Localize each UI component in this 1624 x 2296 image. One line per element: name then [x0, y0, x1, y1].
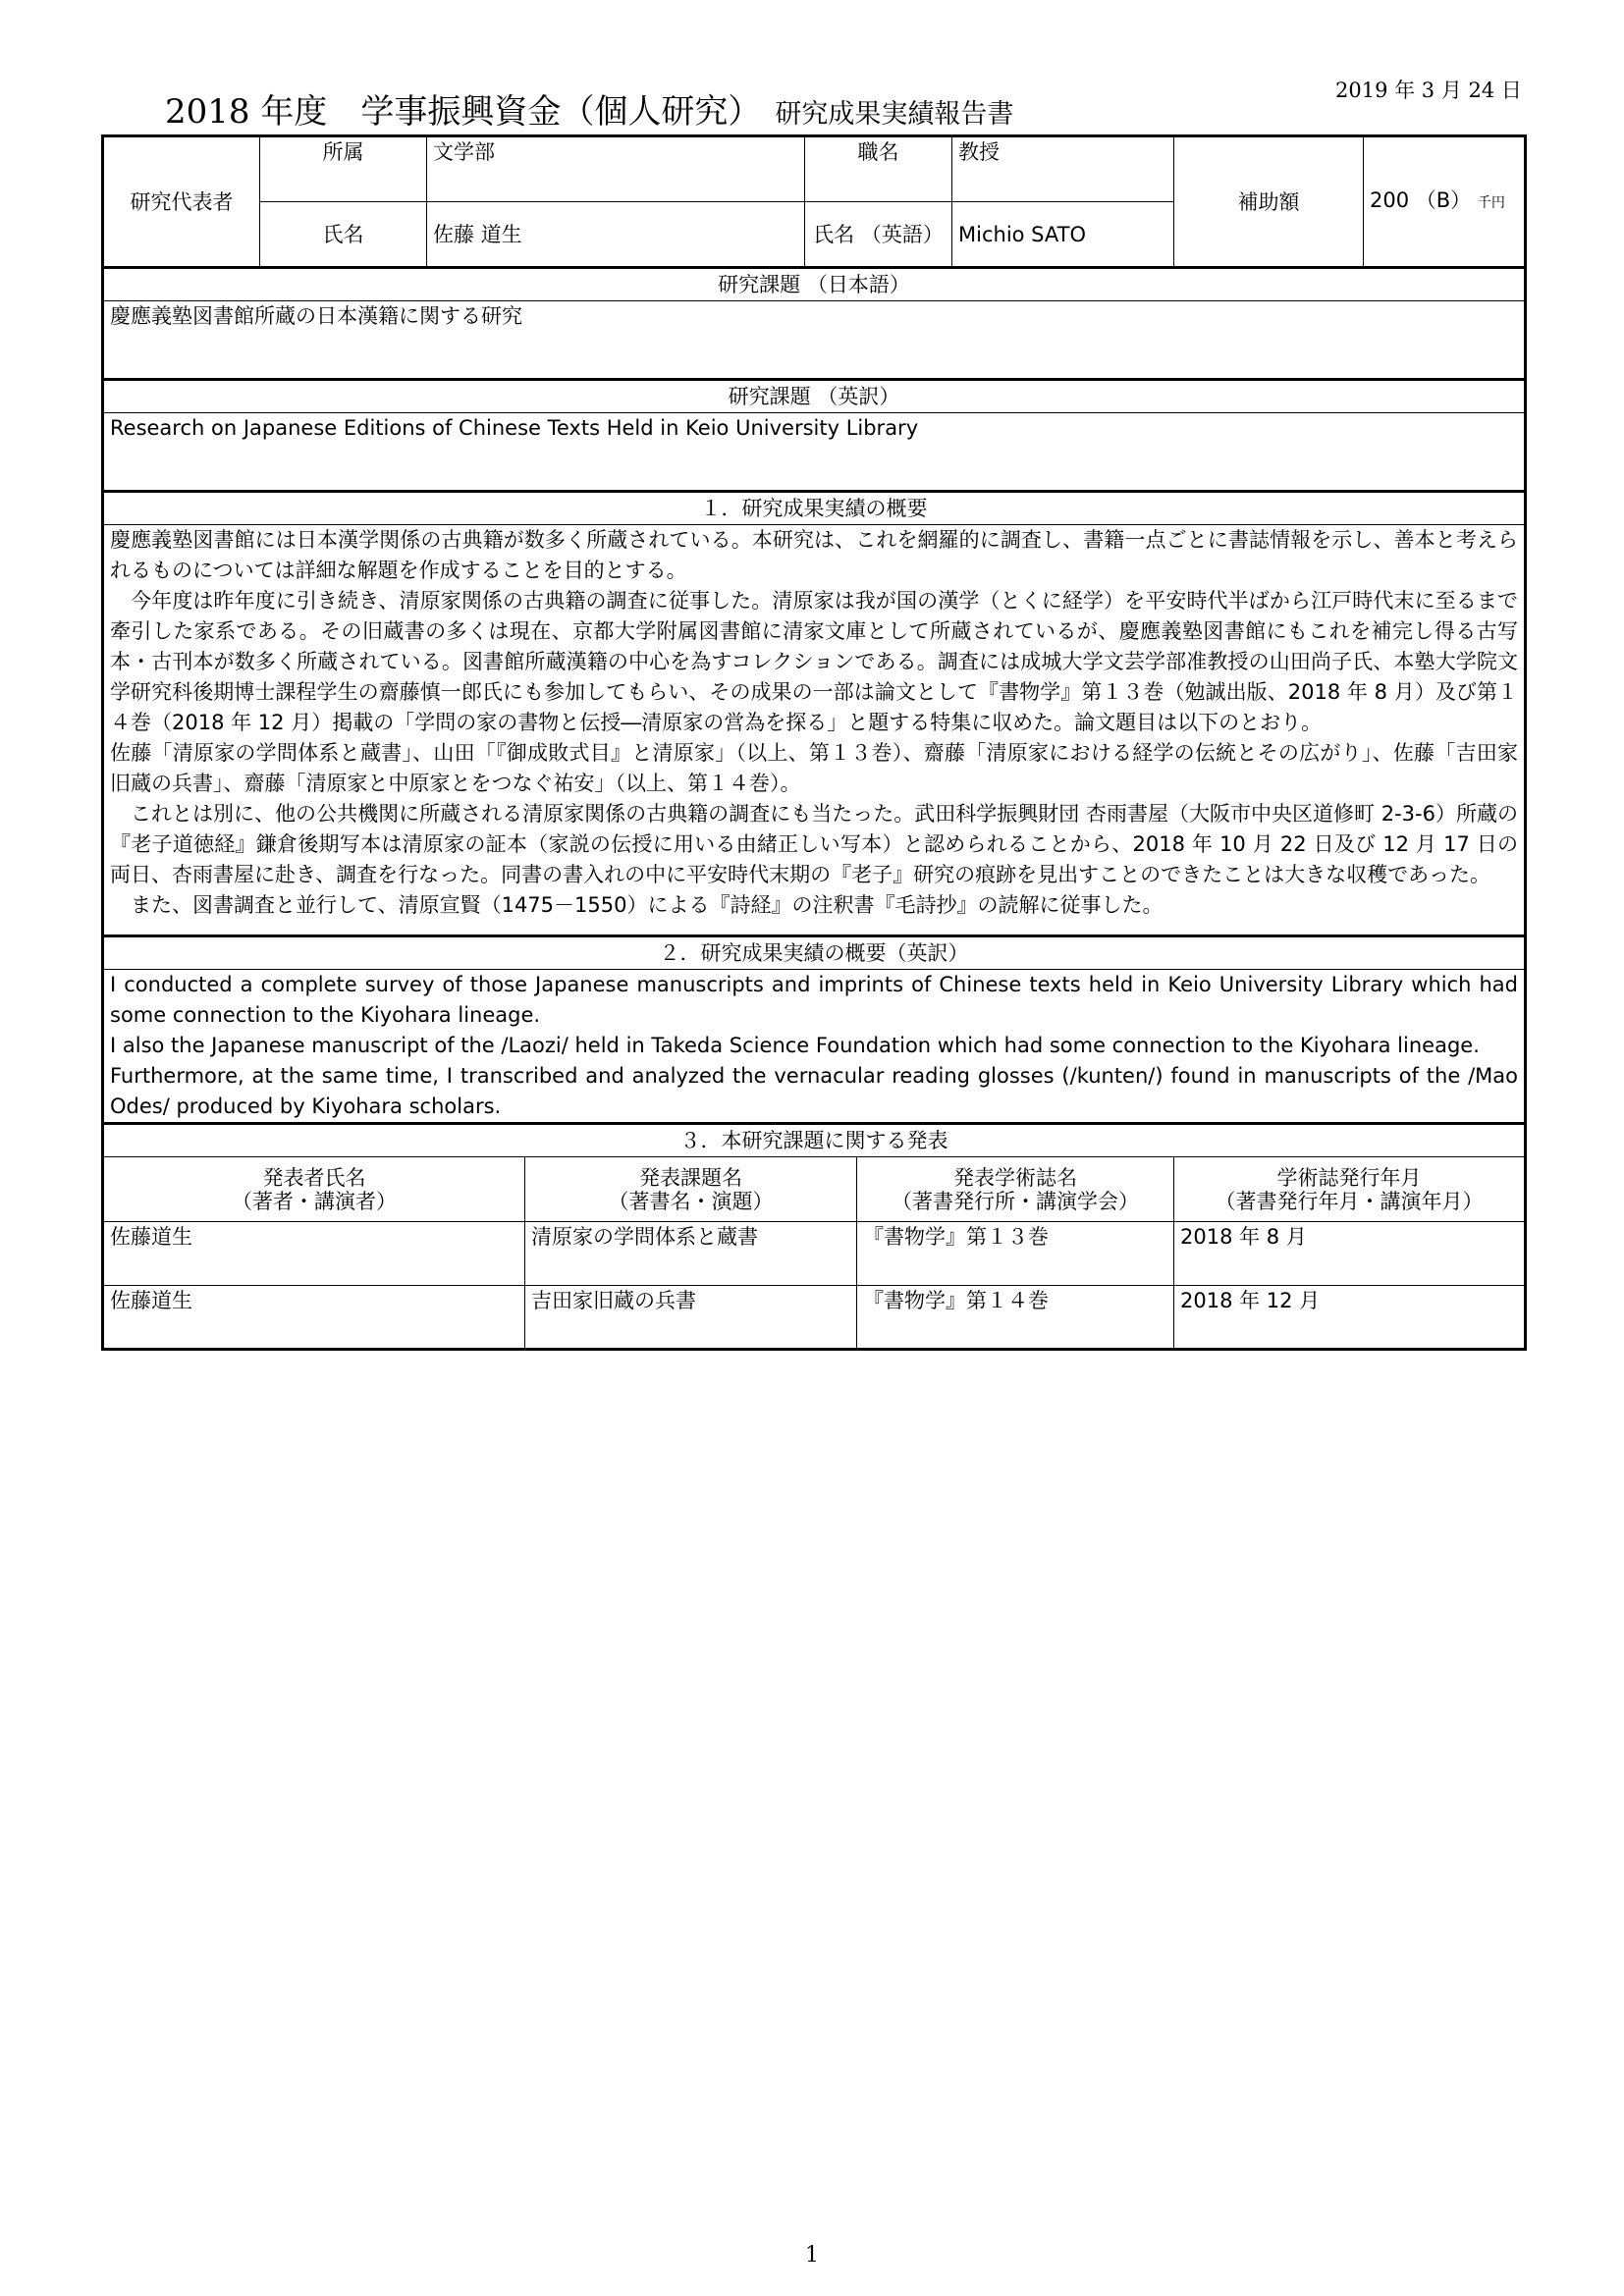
publications-heading: ３．本研究課題に関する発表 — [103, 1124, 1526, 1157]
pub-title: 吉田家旧蔵の兵書 — [525, 1286, 857, 1350]
name-en-label: 氏名 （英語） — [805, 202, 952, 268]
name-label: 氏名 — [260, 202, 427, 268]
table-row — [103, 1286, 1526, 1350]
topic-en-text: Research on Japanese Editions of Chinese Texts Held in Keio University Library — [103, 413, 1526, 492]
report-form — [101, 134, 1527, 1351]
pub-journal: 『書物学』第１４巻 — [857, 1286, 1174, 1350]
pub-col-author: 発表者氏名 （著者・講演者） — [103, 1157, 525, 1222]
summary-ja-paragraph: 佐藤「清原家の学問体系と蔵書」、山田「『御成敗式目』と清原家」（以上、第１３巻）、齋藤「清原家における経学の伝統とその広がり」、佐藤「吉田家旧蔵の兵書」、齋藤「清原家と中原家とをつなぐ祐安」（以上、第１４巻）。 — [110, 741, 1519, 795]
report-date: 2019 年 3 月 24 日 — [1335, 79, 1522, 102]
summary-ja-paragraph: 慶應義塾図書館には日本漢学関係の古典籍が数多く所蔵されている。本研究は、これを網羅的に調査し、書籍一点ごとに書誌情報を示し、善本と考えられるものについては詳細な解題を作成することを目的とする。 — [110, 528, 1519, 582]
pub-col-date: 学術誌発行年月 （著書発行年月・講演年月） — [1174, 1157, 1526, 1222]
pub-author: 佐藤道生 — [103, 1222, 525, 1286]
summary-ja-paragraph: また、図書調査と並行して、清原宣賢（1475－1550）による『詩経』の注釈書『毛詩抄』の読解に従事した。 — [131, 893, 1164, 917]
summary-ja-paragraph: これとは別に、他の公共機関に所蔵される清原家関係の古典籍の調査にも当たった。武田科学振興財団 杏雨書屋（大阪市中央区道修町 2-3-6）所蔵の『老子道徳経』鎌倉後期写本は清原家の証本（家説の伝授に用いる由緒正しい写本）と認められることから、2018 年 10 月 22 日及び 12 月 17 日の両日、杏雨書屋に赴き、調査を行なった。同書の書入れの中に平安時代末期の『老子』研究の痕跡を見出すことのできたことは大きな収穫であった。 — [110, 802, 1519, 886]
summary-ja-body — [103, 525, 1526, 936]
position-value: 教授 — [952, 136, 1174, 202]
summary-en-heading: ２．研究成果実績の概要（英訳） — [103, 936, 1526, 970]
page-number: 1 — [805, 2243, 819, 2268]
grant-value — [1364, 136, 1526, 268]
grant-label: 補助額 — [1174, 136, 1364, 268]
summary-en-paragraph: I conducted a complete survey of those Japanese manuscripts and imprints of Chinese texts held in Keio University Library which had some connection to the Kiyohara lineage. — [110, 973, 1519, 1027]
pub-col-journal: 発表学術誌名 （著書発行所・講演学会） — [857, 1157, 1174, 1222]
position-label: 職名 — [805, 136, 952, 202]
topic-ja-heading: 研究課題 （日本語） — [103, 268, 1526, 301]
page-title — [165, 84, 1013, 133]
grant-amount: 200 （B） — [1370, 188, 1472, 212]
summary-en-paragraph: I also the Japanese manuscript of the /Laozi/ held in Takeda Science Foundation which had some connection to the Kiyohara lineage. — [110, 1034, 1480, 1057]
pub-date: 2018 年 12 月 — [1174, 1286, 1526, 1350]
summary-en-body — [103, 970, 1526, 1124]
name-en-value: Michio SATO — [952, 202, 1174, 268]
pub-title: 清原家の学問体系と蔵書 — [525, 1222, 857, 1286]
affiliation-label: 所属 — [260, 136, 427, 202]
title-sub: 研究成果実績報告書 — [775, 99, 1014, 130]
table-row — [103, 1222, 1526, 1286]
summary-en-paragraph: Furthermore, at the same time, I transcribed and analyzed the vernacular reading glosses (/kunten/) found in manuscripts of the /Mao Odes/ produced by Kiyohara scholars. — [110, 1064, 1519, 1118]
title-main: 2018 年度 学事振興資金（個人研究） — [165, 92, 762, 132]
topic-ja-text: 慶應義塾図書館所蔵の日本漢籍に関する研究 — [103, 301, 1526, 380]
summary-ja-paragraph: 今年度は昨年度に引き続き、清原家関係の古典籍の調査に従事した。清原家は我が国の漢学（とくに経学）を平安時代半ばから江戸時代末に至るまで牽引した家系である。その旧蔵書の多くは現在、京都大学附属図書館に清家文庫として所蔵されているが、慶應義塾図書館にもこれを補完し得る古写本・古刊本が数多く所蔵されている。図書館所蔵漢籍の中心を為すコレクションである。調査には成城大学文芸学部准教授の山田尚子氏、本塾大学院文学研究科後期博士課程学生の齋藤慎一郎氏にも参加してもらい、その成果の一部は論文として『書物学』第１３巻（勉誠出版、2018 年 8 月）及び第１４巻（2018 年 12 月）掲載の「学問の家の書物と伝授―清原家の営為を探る」と題する特集に収めた。論文題目は以下のとおり。 — [110, 589, 1519, 734]
affiliation-value: 文学部 — [427, 136, 805, 202]
pub-journal: 『書物学』第１３巻 — [857, 1222, 1174, 1286]
pub-date: 2018 年 8 月 — [1174, 1222, 1526, 1286]
representative-label: 研究代表者 — [103, 136, 260, 268]
summary-ja-heading: １．研究成果実績の概要 — [103, 492, 1526, 525]
topic-en-heading: 研究課題 （英訳） — [103, 380, 1526, 413]
grant-unit: 千円 — [1477, 195, 1505, 211]
name-value: 佐藤 道生 — [427, 202, 805, 268]
pub-author: 佐藤道生 — [103, 1286, 525, 1350]
pub-col-title: 発表課題名 （著書名・演題） — [525, 1157, 857, 1222]
